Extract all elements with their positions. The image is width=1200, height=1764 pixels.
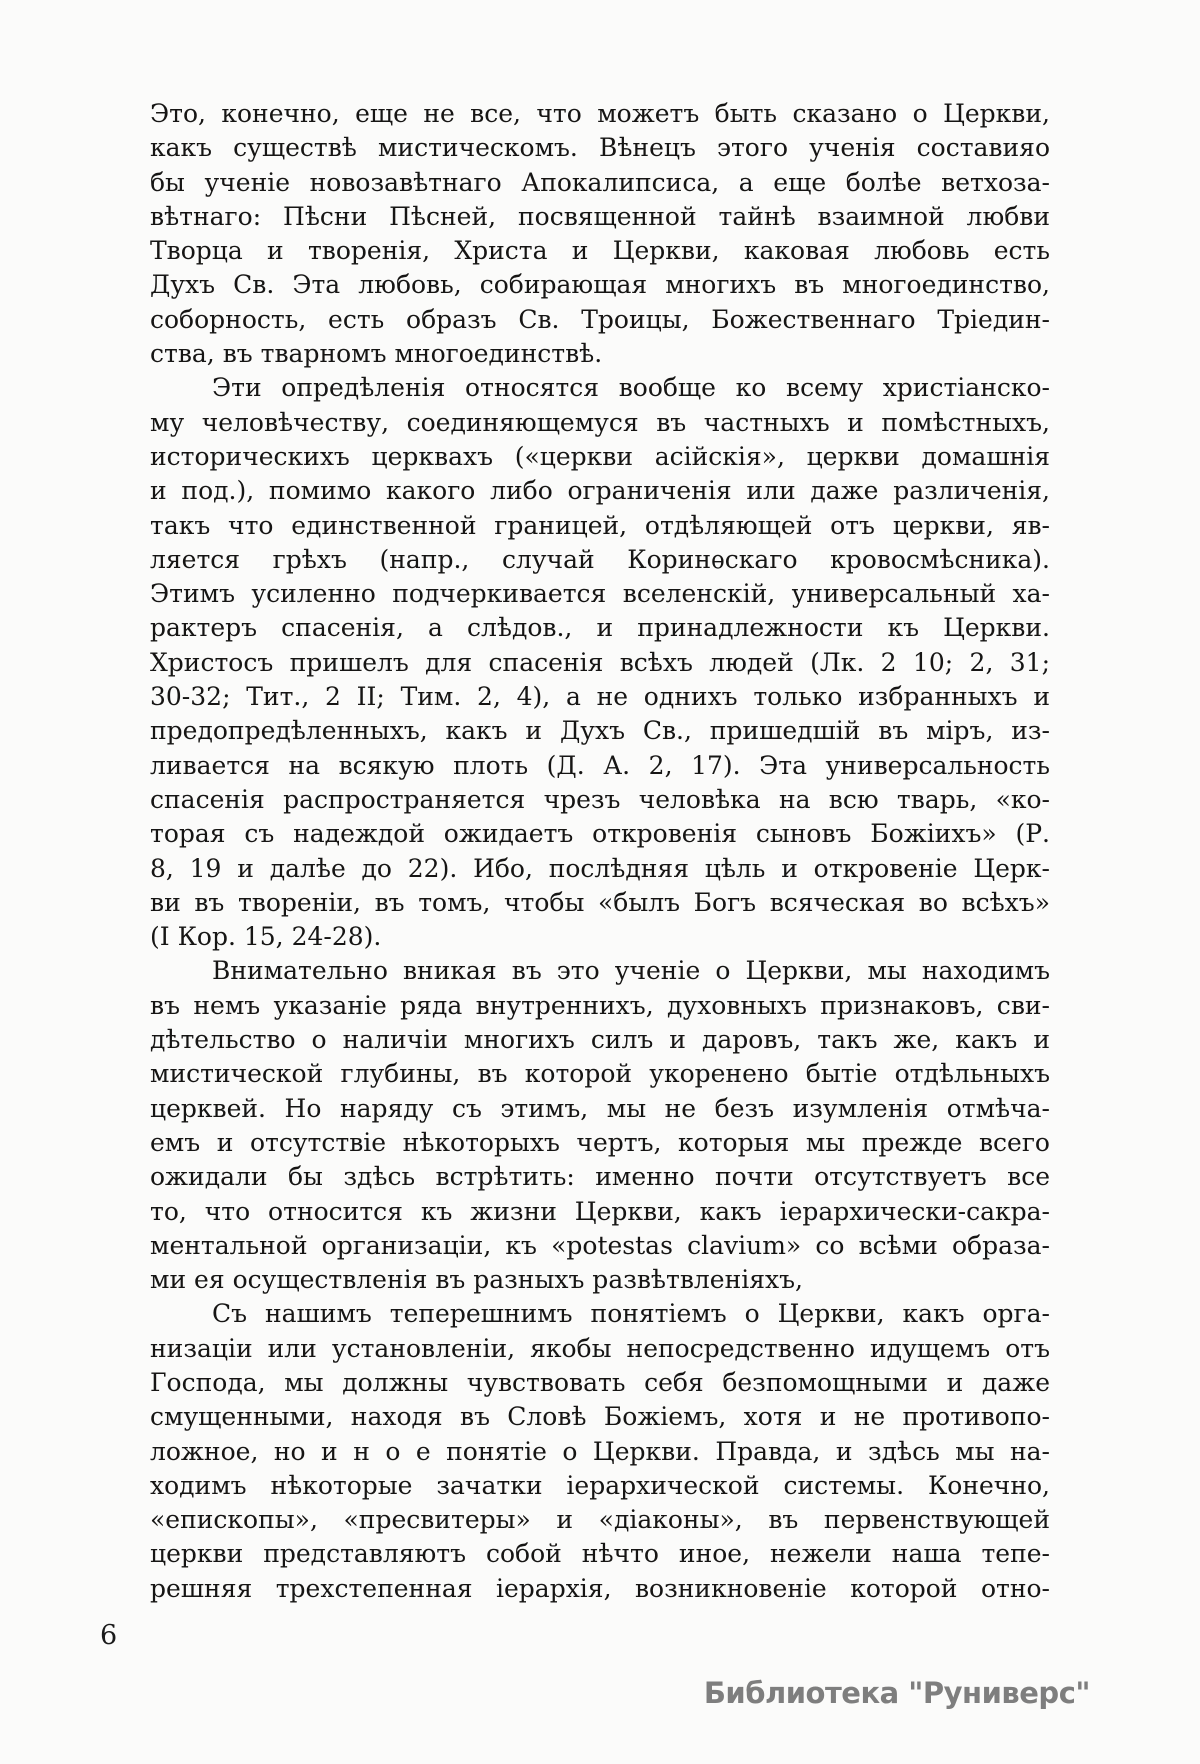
text-line: спасенія распространяется чрезъ человѣка на всю тварь, «ко- [150,784,1050,814]
text-line: торая съ надеждой ожидаетъ откровенія сыновъ Божіихъ» (Р. [150,819,1050,849]
text-line: ства, въ тварномъ многоединствѣ. [150,339,603,369]
text-line: вѣтнаго: Пѣсни Пѣсней, посвященной тайнѣ взаимной любви [150,201,1050,231]
text-line: ляется грѣхъ (напр., случай Коринѳскаго кровосмѣсника). [150,544,1050,574]
text-line: ми ея осуществленія въ разныхъ развѣтвленіяхъ, [150,1265,803,1295]
text-line: церкви представляютъ собой нѣчто иное, нежели наша тепе- [150,1539,1050,1569]
text-line: ви въ твореніи, въ томъ, чтобы «былъ Богъ всяческая во всѣхъ» [150,887,1050,917]
text-line: низаціи или установленіи, якобы непосредственно идущемъ отъ [150,1333,1050,1363]
library-watermark: Библиотека "Руниверс" [703,1676,1090,1710]
page-text-block [150,97,1050,1606]
text-line: (I Кор. 15, 24-28). [150,922,382,952]
text-line: ожидали бы здѣсь встрѣтить: именно почти отсутствуетъ все [150,1162,1050,1192]
text-line: «епископы», «пресвитеры» и «діаконы», въ первенствующей [150,1505,1050,1535]
text-line: Христосъ пришелъ для спасенія всѣхъ людей (Лк. 2 10; 2, 31; [150,647,1050,677]
text-line: дѣтельство о наличіи многихъ силъ и даровъ, такъ же, какъ и [150,1025,1050,1055]
text-line: въ немъ указаніе ряда внутреннихъ, духовныхъ признаковъ, сви- [150,990,1050,1020]
text-line: Внимательно вникая въ это ученіе о Церкви, мы находимъ [212,956,1050,986]
text-line: 8, 19 и далѣе до 22). Ибо, послѣдняя цѣль и откровеніе Церк- [150,853,1050,883]
text-line: и под.), помимо какого либо ограниченія или даже различенія, [150,476,1050,506]
text-line: емъ и отсутствіе нѣкоторыхъ чертъ, которыя мы прежде всего [150,1127,1050,1157]
text-line: бы ученіе новозавѣтнаго Апокалипсиса, а еще болѣе ветхоза- [150,167,1050,197]
text-line: Духъ Св. Эта любовь, собирающая многихъ въ многоединство, [150,270,1050,300]
text-line: Это, конечно, еще не все, что можетъ быть сказано о Церкви, [150,99,1050,128]
text-line: ливается на всякую плоть (Д. А. 2, 17). Эта универсальность [150,750,1050,780]
text-line: 30-32; Тит., 2 II; Тим. 2, 4), а не однихъ только избранныхъ и [150,682,1050,712]
text-line: му человѣчеству, соединяющемуся въ частныхъ и помѣстныхъ, [150,407,1050,437]
text-line: такъ что единственной границей, отдѣляющей отъ церкви, яв- [150,510,1050,540]
text-line: Этимъ усиленно подчеркивается вселенскій, универсальный ха- [150,579,1050,609]
text-line: рактеръ спасенія, а слѣдов., и принадлежности къ Церкви. [150,613,1050,643]
text-line: мистической глубины, въ которой укоренено бытіе отдѣльныхъ [150,1059,1050,1089]
text-line: Эти опредѣленія относятся вообще ко всему христіанско- [212,373,1050,403]
text-line: ментальной организаціи, къ «potestas clavium» со всѣми образа- [150,1230,1050,1260]
text-line: Господа, мы должны чувствовать себя безпомощными и даже [150,1367,1050,1397]
text-line: предопредѣленныхъ, какъ и Духъ Св., пришедшій въ міръ, из- [150,716,1050,746]
text-line: смущенными, находя въ Словѣ Божіемъ, хотя и не противопо- [150,1402,1050,1432]
page-number: 6 [100,1620,118,1651]
text-line: историческихъ церквахъ («церкви асійскія», церкви домашнія [150,441,1050,471]
text-line: решняя трехстепенная іерархія, возникновеніе которой отно- [150,1573,1050,1603]
text-line: Творца и творенія, Христа и Церкви, каковая любовь есть [150,236,1050,266]
text-line: ложное, но и н о е понятіе о Церкви. Правда, и здѣсь мы на- [150,1436,1050,1466]
text-line: то, что относится къ жизни Церкви, какъ іерархически-сакра- [150,1196,1050,1226]
text-line: Съ нашимъ теперешнимъ понятіемъ о Церкви, какъ орга- [212,1299,1050,1329]
text-line: церквей. Но наряду съ этимъ, мы не безъ изумленія отмѣча- [150,1093,1050,1123]
text-line: ходимъ нѣкоторые зачатки іерархической системы. Конечно, [150,1470,1050,1500]
text-line: какъ существѣ мистическомъ. Вѣнецъ этого ученія составияо [150,133,1050,163]
text-line: соборность, есть образъ Св. Троицы, Божественнаго Тріедин- [150,304,1050,334]
